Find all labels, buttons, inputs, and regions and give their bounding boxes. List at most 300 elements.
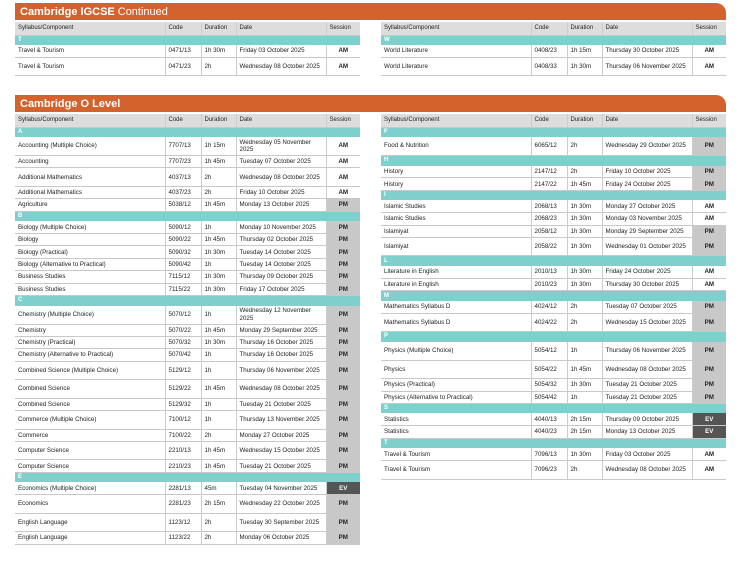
exam-session: AM	[692, 448, 726, 460]
exam-date: Friday 10 October 2025	[602, 166, 692, 178]
exam-session: PM	[326, 411, 360, 430]
exam-row	[381, 278, 726, 290]
exam-date: Tuesday 21 October 2025	[602, 391, 692, 403]
column-header-row	[15, 114, 360, 127]
column-header-row	[15, 22, 360, 35]
exam-date: Thursday 06 November 2025	[236, 361, 326, 380]
section-letter: E	[15, 472, 360, 482]
exam-duration: 2h	[201, 186, 236, 198]
exam-duration: 1h 30m	[567, 57, 602, 76]
exam-session: AM	[326, 57, 360, 76]
exam-session: PM	[326, 221, 360, 233]
exam-row	[381, 426, 726, 438]
exam-session: PM	[326, 361, 360, 380]
exam-row	[381, 57, 726, 76]
section-letter: C	[15, 296, 360, 306]
component-code: 2210/23	[165, 460, 201, 472]
exam-date: Thursday 06 November 2025	[602, 342, 692, 361]
igcse-left-table	[15, 22, 360, 76]
syllabus-name: Combined Science (Multiple Choice)	[15, 361, 165, 380]
col-header-date: Date	[602, 114, 692, 127]
exam-date: Monday 27 October 2025	[236, 429, 326, 441]
section-letter-row	[381, 190, 726, 200]
component-code: 7100/22	[165, 429, 201, 441]
exam-row	[381, 178, 726, 190]
exam-date: Monday 06 October 2025	[236, 532, 326, 544]
exam-date: Wednesday 08 October 2025	[602, 360, 692, 379]
section-letter: F	[381, 127, 726, 137]
exam-duration: 1h 45m	[201, 234, 236, 246]
exam-duration: 1h 30m	[201, 271, 236, 283]
exam-session: PM	[326, 336, 360, 348]
exam-duration: 2h 15m	[567, 426, 602, 438]
exam-date: Monday 13 October 2025	[236, 199, 326, 211]
syllabus-name: Statistics	[381, 413, 531, 425]
component-code: 7100/12	[165, 411, 201, 430]
syllabus-name: Biology (Practical)	[15, 246, 165, 258]
syllabus-name: Travel & Tourism	[381, 461, 531, 480]
syllabus-name: Business Studies	[15, 271, 165, 283]
exam-row	[15, 283, 360, 295]
exam-row	[381, 137, 726, 156]
exam-duration: 1h 30m	[201, 246, 236, 258]
exam-duration: 1h 30m	[567, 237, 602, 256]
component-code: 2010/13	[531, 266, 567, 278]
col-header-syllabus: Syllabus/Component	[15, 114, 165, 127]
exam-date: Friday 24 October 2025	[602, 178, 692, 190]
exam-row	[15, 306, 360, 325]
exam-row	[15, 361, 360, 380]
exam-session: AM	[326, 45, 360, 57]
exam-session: EV	[326, 482, 360, 494]
exam-row	[381, 166, 726, 178]
syllabus-name: Literature in English	[381, 266, 531, 278]
component-code: 2147/22	[531, 178, 567, 190]
exam-date: Wednesday 12 November 2025	[236, 306, 326, 325]
syllabus-name: Biology	[15, 234, 165, 246]
section-letter: B	[15, 211, 360, 221]
syllabus-name: Travel & Tourism	[15, 57, 165, 76]
component-code: 7115/12	[165, 271, 201, 283]
exam-session: EV	[692, 426, 726, 438]
exam-session: AM	[326, 156, 360, 168]
syllabus-name: Economics	[15, 495, 165, 514]
exam-session: PM	[326, 398, 360, 410]
exam-session: PM	[692, 301, 726, 313]
exam-session: PM	[326, 306, 360, 325]
component-code: 7096/13	[531, 448, 567, 460]
component-code: 5070/22	[165, 324, 201, 336]
exam-date: Wednesday 08 October 2025	[236, 380, 326, 399]
section-letter-row	[15, 296, 360, 306]
exam-session: PM	[692, 166, 726, 178]
syllabus-name: English Language	[15, 513, 165, 532]
exam-session: AM	[692, 266, 726, 278]
col-header-date: Date	[602, 22, 692, 35]
exam-duration: 1h 45m	[201, 460, 236, 472]
exam-row	[381, 237, 726, 256]
exam-duration: 1h 30m	[567, 379, 602, 391]
syllabus-name: Chemistry (Multiple Choice)	[15, 306, 165, 325]
syllabus-name: Mathematics Syllabus D	[381, 301, 531, 313]
exam-date: Tuesday 21 October 2025	[236, 398, 326, 410]
exam-duration: 1h	[201, 411, 236, 430]
exam-row	[15, 324, 360, 336]
exam-duration: 1h 15m	[201, 137, 236, 156]
component-code: 5129/22	[165, 380, 201, 399]
exam-session: AM	[326, 168, 360, 187]
syllabus-name: Islamic Studies	[381, 213, 531, 225]
section-letter-row	[381, 403, 726, 413]
exam-date: Thursday 06 November 2025	[602, 57, 692, 76]
component-code: 0471/13	[165, 45, 201, 57]
component-code: 2058/22	[531, 237, 567, 256]
exam-duration: 2h	[567, 137, 602, 156]
exam-session: PM	[692, 137, 726, 156]
syllabus-name: Physics (Multiple Choice)	[381, 342, 531, 361]
exam-duration: 1h 45m	[201, 199, 236, 211]
exam-row	[381, 225, 726, 237]
component-code: 1123/22	[165, 532, 201, 544]
exam-session: AM	[692, 200, 726, 212]
section-letter-row	[381, 127, 726, 137]
exam-duration: 1h 45m	[201, 324, 236, 336]
exam-session: PM	[692, 237, 726, 256]
exam-date: Thursday 30 October 2025	[602, 278, 692, 290]
syllabus-name: Accounting	[15, 156, 165, 168]
olevel-header-title: Cambridge O Level	[20, 97, 121, 110]
col-header-session: Session	[692, 114, 726, 127]
column-header-row	[381, 22, 726, 35]
section-letter: I	[381, 190, 726, 200]
exam-date: Thursday 09 October 2025	[236, 271, 326, 283]
exam-date: Wednesday 05 November 2025	[236, 137, 326, 156]
component-code: 7115/22	[165, 283, 201, 295]
exam-date: Tuesday 07 October 2025	[236, 156, 326, 168]
exam-duration: 1h	[201, 349, 236, 361]
exam-session: AM	[326, 137, 360, 156]
exam-duration: 1h	[201, 398, 236, 410]
component-code: 4040/23	[531, 426, 567, 438]
exam-duration: 2h	[201, 532, 236, 544]
section-letter: A	[15, 127, 360, 137]
exam-duration: 1h	[201, 258, 236, 270]
syllabus-name: History	[381, 166, 531, 178]
component-code: 4024/12	[531, 301, 567, 313]
section-letter-row	[381, 332, 726, 342]
exam-date: Monday 27 October 2025	[602, 200, 692, 212]
exam-date: Tuesday 30 September 2025	[236, 513, 326, 532]
exam-row	[15, 532, 360, 544]
component-code: 2281/13	[165, 482, 201, 494]
exam-date: Tuesday 14 October 2025	[236, 258, 326, 270]
component-code: 5090/42	[165, 258, 201, 270]
component-code: 7707/13	[165, 137, 201, 156]
section-letter-row	[381, 35, 726, 45]
syllabus-name: Chemistry	[15, 324, 165, 336]
component-code: 5054/12	[531, 342, 567, 361]
exam-duration: 2h 15m	[201, 495, 236, 514]
exam-duration: 2h	[567, 301, 602, 313]
exam-date: Monday 03 November 2025	[602, 213, 692, 225]
igcse-header-title: Cambridge IGCSE	[20, 5, 115, 18]
exam-session: PM	[692, 391, 726, 403]
exam-date: Wednesday 15 October 2025	[236, 441, 326, 460]
igcse-right-table	[381, 22, 726, 76]
syllabus-name: Business Studies	[15, 283, 165, 295]
component-code: 4037/23	[165, 186, 201, 198]
exam-date: Wednesday 29 October 2025	[602, 137, 692, 156]
component-code: 5129/12	[165, 361, 201, 380]
component-code: 5054/42	[531, 391, 567, 403]
syllabus-name: Islamiyat	[381, 225, 531, 237]
exam-duration: 1h 30m	[567, 266, 602, 278]
col-header-session: Session	[326, 114, 360, 127]
exam-row	[381, 360, 726, 379]
exam-duration: 1h 30m	[567, 225, 602, 237]
component-code: 2010/23	[531, 278, 567, 290]
exam-date: Thursday 30 October 2025	[602, 45, 692, 57]
col-header-duration: Duration	[567, 22, 602, 35]
section-letter-row	[15, 472, 360, 482]
section-letter-row	[381, 438, 726, 448]
col-header-code: Code	[165, 22, 201, 35]
syllabus-name: Statistics	[381, 426, 531, 438]
exam-row	[15, 156, 360, 168]
section-letter: H	[381, 156, 726, 166]
component-code: 4024/22	[531, 313, 567, 332]
syllabus-name: Islamic Studies	[381, 200, 531, 212]
exam-session: AM	[692, 57, 726, 76]
exam-duration: 2h	[567, 461, 602, 480]
exam-session: PM	[326, 532, 360, 544]
col-header-syllabus: Syllabus/Component	[381, 22, 531, 35]
exam-row	[15, 495, 360, 514]
component-code: 5070/12	[165, 306, 201, 325]
component-code: 2068/23	[531, 213, 567, 225]
component-code: 5038/12	[165, 199, 201, 211]
section-letter-row	[381, 156, 726, 166]
exam-session: PM	[326, 441, 360, 460]
exam-session: PM	[692, 379, 726, 391]
exam-date: Wednesday 08 October 2025	[236, 168, 326, 187]
exam-row	[15, 336, 360, 348]
exam-session: PM	[326, 234, 360, 246]
exam-duration: 1h	[567, 391, 602, 403]
exam-duration: 45m	[201, 482, 236, 494]
component-code: 5090/32	[165, 246, 201, 258]
syllabus-name: Physics (Practical)	[381, 379, 531, 391]
exam-session: PM	[326, 258, 360, 270]
exam-date: Tuesday 04 November 2025	[236, 482, 326, 494]
exam-row	[381, 200, 726, 212]
exam-session: PM	[326, 460, 360, 472]
exam-row	[381, 413, 726, 425]
exam-duration: 1h	[201, 361, 236, 380]
exam-row	[15, 199, 360, 211]
syllabus-name: Economics (Multiple Choice)	[15, 482, 165, 494]
component-code: 6065/12	[531, 137, 567, 156]
exam-row	[15, 168, 360, 187]
col-header-code: Code	[165, 114, 201, 127]
exam-row	[15, 513, 360, 532]
exam-row	[381, 379, 726, 391]
syllabus-name: Combined Science	[15, 380, 165, 399]
syllabus-name: Combined Science	[15, 398, 165, 410]
exam-row	[381, 391, 726, 403]
exam-row	[15, 429, 360, 441]
syllabus-name: Accounting (Multiple Choice)	[15, 137, 165, 156]
exam-row	[15, 57, 360, 76]
exam-date: Tuesday 07 October 2025	[602, 301, 692, 313]
section-letter: W	[381, 35, 726, 45]
exam-session: PM	[326, 429, 360, 441]
syllabus-name: Commerce	[15, 429, 165, 441]
syllabus-name: Biology (Multiple Choice)	[15, 221, 165, 233]
exam-session: PM	[326, 513, 360, 532]
section-letter: S	[381, 403, 726, 413]
component-code: 2147/12	[531, 166, 567, 178]
syllabus-name: Commerce (Multiple Choice)	[15, 411, 165, 430]
exam-date: Wednesday 08 October 2025	[602, 461, 692, 480]
syllabus-name: World Literature	[381, 45, 531, 57]
exam-session: PM	[326, 495, 360, 514]
exam-duration: 2h	[201, 168, 236, 187]
section-letter-row	[15, 211, 360, 221]
exam-duration: 1h	[201, 221, 236, 233]
exam-duration: 1h 45m	[201, 441, 236, 460]
exam-date: Friday 24 October 2025	[602, 266, 692, 278]
exam-duration: 2h	[567, 166, 602, 178]
exam-date: Friday 17 October 2025	[236, 283, 326, 295]
component-code: 5054/32	[531, 379, 567, 391]
exam-date: Tuesday 14 October 2025	[236, 246, 326, 258]
exam-duration: 1h 30m	[201, 45, 236, 57]
exam-row	[15, 186, 360, 198]
exam-row	[15, 258, 360, 270]
exam-row	[15, 460, 360, 472]
exam-session: AM	[692, 461, 726, 480]
syllabus-name: Biology (Alternative to Practical)	[15, 258, 165, 270]
exam-date: Wednesday 15 October 2025	[602, 313, 692, 332]
col-header-duration: Duration	[201, 114, 236, 127]
exam-duration: 1h 30m	[567, 278, 602, 290]
exam-row	[381, 342, 726, 361]
syllabus-name: Additional Mathematics	[15, 186, 165, 198]
exam-row	[381, 213, 726, 225]
syllabus-name: Additional Mathematics	[15, 168, 165, 187]
component-code: 2281/23	[165, 495, 201, 514]
exam-row	[15, 45, 360, 57]
exam-session: PM	[326, 199, 360, 211]
exam-session: PM	[692, 360, 726, 379]
component-code: 1123/12	[165, 513, 201, 532]
syllabus-name: Chemistry (Alternative to Practical)	[15, 349, 165, 361]
exam-date: Wednesday 01 October 2025	[602, 237, 692, 256]
component-code: 2068/13	[531, 200, 567, 212]
syllabus-name: Physics (Alternative to Practical)	[381, 391, 531, 403]
section-letter: T	[15, 35, 360, 45]
exam-date: Thursday 16 October 2025	[236, 336, 326, 348]
syllabus-name: Computer Science	[15, 441, 165, 460]
exam-date: Monday 29 September 2025	[236, 324, 326, 336]
exam-row	[15, 221, 360, 233]
exam-duration: 1h	[567, 342, 602, 361]
exam-row	[15, 271, 360, 283]
exam-date: Thursday 09 October 2025	[602, 413, 692, 425]
exam-duration: 1h 30m	[567, 213, 602, 225]
component-code: 5090/22	[165, 234, 201, 246]
syllabus-name: Computer Science	[15, 460, 165, 472]
col-header-session: Session	[326, 22, 360, 35]
exam-duration: 2h	[201, 513, 236, 532]
exam-date: Thursday 16 October 2025	[236, 349, 326, 361]
section-letter: L	[381, 256, 726, 266]
component-code: 0471/23	[165, 57, 201, 76]
section-letter-row	[381, 291, 726, 301]
exam-session: PM	[326, 271, 360, 283]
exam-session: AM	[692, 213, 726, 225]
section-letter-row	[15, 127, 360, 137]
exam-row	[15, 380, 360, 399]
col-header-session: Session	[692, 22, 726, 35]
exam-date: Monday 29 September 2025	[602, 225, 692, 237]
exam-duration: 1h 15m	[567, 45, 602, 57]
exam-session: AM	[692, 278, 726, 290]
exam-row	[15, 246, 360, 258]
olevel-left-table	[15, 114, 360, 545]
exam-date: Friday 10 October 2025	[236, 186, 326, 198]
component-code: 5129/32	[165, 398, 201, 410]
component-code: 5054/22	[531, 360, 567, 379]
col-header-duration: Duration	[201, 22, 236, 35]
exam-row	[15, 411, 360, 430]
syllabus-name: Agriculture	[15, 199, 165, 211]
exam-row	[15, 137, 360, 156]
exam-session: PM	[326, 349, 360, 361]
exam-date: Monday 10 November 2025	[236, 221, 326, 233]
col-header-date: Date	[236, 22, 326, 35]
exam-duration: 1h 45m	[567, 178, 602, 190]
syllabus-name: World Literature	[381, 57, 531, 76]
exam-session: PM	[692, 225, 726, 237]
exam-session: EV	[692, 413, 726, 425]
syllabus-name: Mathematics Syllabus D	[381, 313, 531, 332]
section-letter: M	[381, 291, 726, 301]
exam-session: PM	[326, 380, 360, 399]
exam-session: AM	[326, 186, 360, 198]
syllabus-name: Physics	[381, 360, 531, 379]
section-letter: T	[381, 438, 726, 448]
exam-duration: 1h 45m	[201, 156, 236, 168]
exam-row	[381, 313, 726, 332]
exam-row	[15, 441, 360, 460]
exam-duration: 1h 30m	[567, 200, 602, 212]
exam-duration: 1h 30m	[201, 336, 236, 348]
exam-session: PM	[692, 342, 726, 361]
syllabus-name: Food & Nutrition	[381, 137, 531, 156]
exam-duration: 1h	[201, 306, 236, 325]
syllabus-name: Chemistry (Practical)	[15, 336, 165, 348]
exam-row	[381, 266, 726, 278]
syllabus-name: English Language	[15, 532, 165, 544]
exam-session: PM	[692, 313, 726, 332]
syllabus-name: Islamiyat	[381, 237, 531, 256]
col-header-syllabus: Syllabus/Component	[381, 114, 531, 127]
col-header-code: Code	[531, 22, 567, 35]
exam-duration: 1h 30m	[201, 283, 236, 295]
exam-session: PM	[326, 324, 360, 336]
